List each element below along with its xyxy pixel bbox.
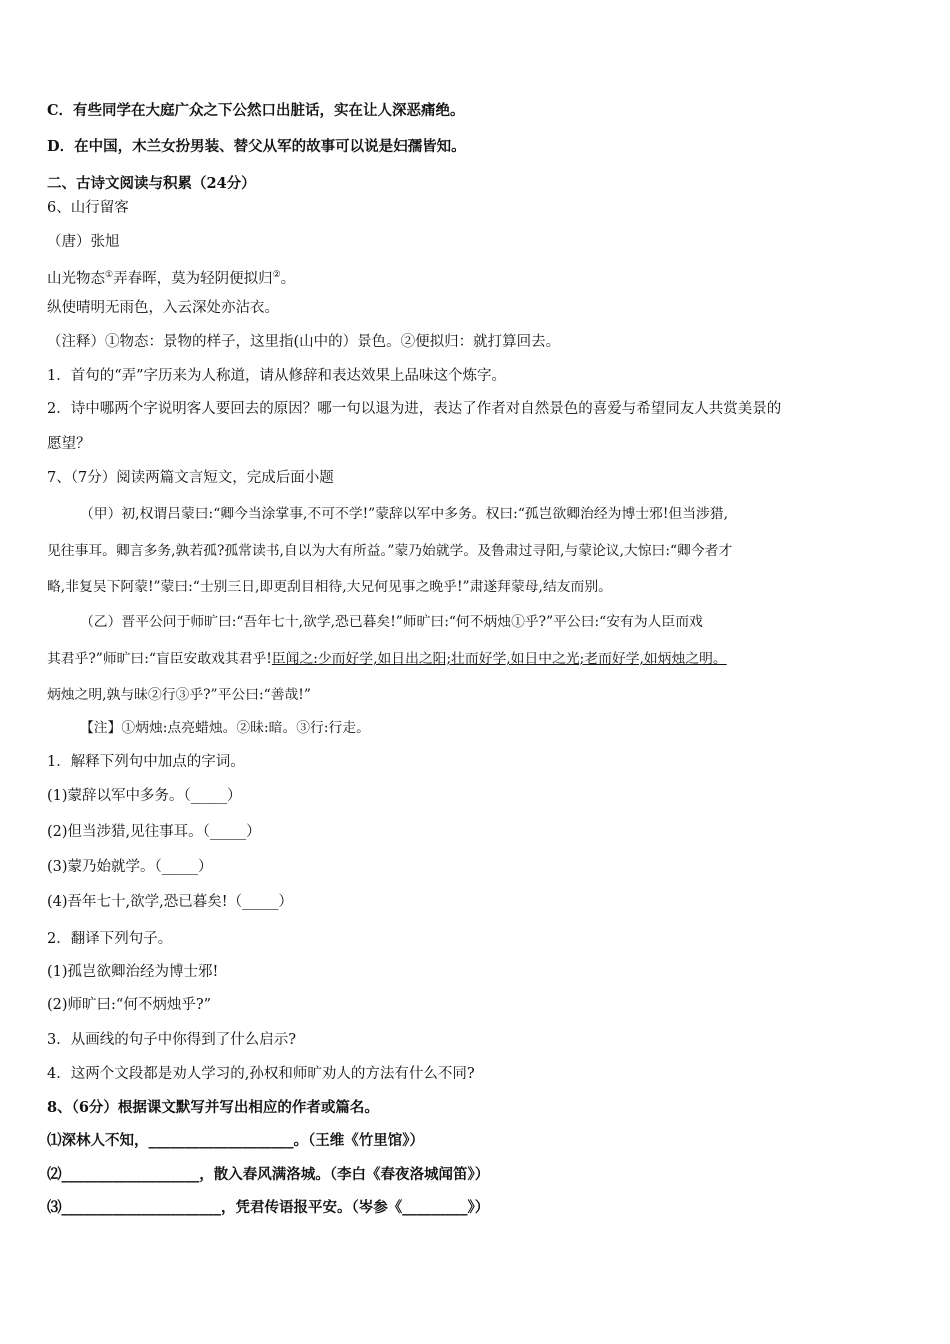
jia-line-1: （甲）初,权谓吕蒙曰:“卿今当涂掌事,不可不学!”蒙辞以军中多务。权曰:“孤岂欲卿治经为博士邪!但当涉猎, [80,506,728,522]
poem-line1-end: 。 [280,270,296,287]
q7-sub2: 2．翻译下列句子。 [47,931,173,947]
answer-blank[interactable]: _____ [209,824,247,840]
answer-blank[interactable]: _____ [190,788,228,804]
q8-title: 8、（6分）根据课文默写并写出相应的作者或篇名。 [47,1099,379,1116]
q8-line-1 [47,1131,907,1151]
q6-title: 6、山行留客 [47,200,129,216]
yi-line2-a: 其君乎?”师旷曰:“盲臣安敢戏其君乎! [47,651,272,667]
q7-trans-1: (1)孤岂欲卿治经为博士邪! [47,964,219,980]
q8-line3-a: ⑶ [47,1199,62,1216]
q8-line3-c: 》） [467,1199,490,1216]
q7-trans-2: (2)师旷曰:“何不炳烛乎?” [47,997,212,1013]
q7-item-1 [47,786,907,806]
q8-line1-a: ⑴深林人不知， [47,1132,149,1149]
q6-sub2-line1: 2．诗中哪两个字说明客人要回去的原因？哪一句以退为进，表达了作者对自然景色的喜爱与希望同友人共赏美景的 [47,401,782,417]
q7-sub1: 1．解释下列句中加点的字词。 [47,754,245,770]
item-text: (4)吾年七十,欲学,恐已暮矣!（ [47,894,243,910]
q6-sub2-line2: 愿望？ [47,436,91,452]
q8-line-2 [47,1165,907,1185]
item-close: ） [198,859,213,875]
q8-line2-b: ，散入春风满洛城。（李白《春夜洛城闻笛》） [199,1166,490,1183]
q6-sub1: 1．首句的“弄”字历来为人称道，请从修辞和表达效果上品味这个炼字。 [47,368,507,384]
q7-item-3 [47,857,907,877]
q7-title: 7、（7分）阅读两篇文言短文，完成后面小题 [47,470,334,486]
q7-sub3: 3．从画线的句子中你得到了什么启示? [47,1032,296,1048]
jia-line-3: 略,非复吴下阿蒙!”蒙曰:“士别三日,即更刮目相待,大兄何见事之晚乎!”肃遂拜蒙母,结友而别。 [47,579,612,595]
q6-author: （唐）张旭 [47,234,120,250]
item-text: (2)但当涉猎,见往事耳。（ [47,824,210,840]
answer-blank[interactable]: _____ [242,894,279,910]
q8-line-3 [47,1198,907,1218]
title-blank[interactable]: _________ [402,1199,468,1216]
q7-item-2 [47,822,907,842]
q8-line2-a: ⑵ [47,1166,62,1183]
poem-line1-a: 山光物态 [47,270,105,287]
note-marker-2: ② [272,270,281,280]
poem-line-1 [47,265,907,289]
yi-line-3: 炳烛之明,孰与昧②行③乎?”平公曰:“善哉!” [47,687,311,703]
yi-line-2 [47,649,907,669]
answer-blank[interactable]: _____ [161,859,199,875]
jia-line-2: 见往事耳。卿言多务,孰若孤?孤常读书,自以为大有所益。”蒙乃始就学。及鲁肃过寻阳,与蒙论议,大惊曰:“卿今者才 [47,543,733,559]
q8-line1-b: 。（王维《竹里馆》） [293,1132,424,1149]
section-heading: 二、古诗文阅读与积累（24分） [47,175,256,192]
note-marker-1: ① [105,270,114,280]
q7-note: 【注】①炳烛:点亮蜡烛。②昧:暗。③行:行走。 [80,720,370,736]
q7-item-4 [47,892,907,912]
poem-line1-b: 弄春晖，莫为轻阴便拟归 [113,270,273,287]
q8-line3-b: ，凭君传语报平安。（岑参《 [221,1199,403,1216]
answer-blank[interactable]: ____________________ [148,1132,294,1149]
answer-blank[interactable]: ___________________ [61,1166,200,1183]
item-close: ） [246,824,261,840]
item-close: ） [278,894,293,910]
poem-line-2: 纵使晴明无雨色，入云深处亦沾衣。 [47,300,279,316]
item-close: ） [227,788,242,804]
option-c: C．有些同学在大庭广众之下公然口出脏话，实在让人深恶痛绝。 [47,102,465,119]
q6-notes: （注释）①物态：景物的样子，这里指(山中的）景色。②便拟归：就打算回去。 [47,334,561,350]
option-d: D．在中国，木兰女扮男装、替父从军的故事可以说是妇孺皆知。 [47,138,466,155]
yi-line-1: （乙）晋平公问于师旷曰:“吾年七十,欲学,恐已暮矣!”师旷曰:“何不炳烛①乎?”平公曰:“安有为人臣而戏 [80,614,703,630]
underlined-sentence: 臣闻之:少而好学,如日出之阳;壮而好学,如日中之光;老而好学,如炳烛之明。 [271,651,727,667]
item-text: (3)蒙乃始就学。（ [47,859,162,875]
q7-sub4: 4．这两个文段都是劝人学习的,孙权和师旷劝人的方法有什么不同? [47,1066,475,1082]
answer-blank[interactable]: ______________________ [61,1199,221,1216]
item-text: (1)蒙辞以军中多务。（ [47,788,191,804]
